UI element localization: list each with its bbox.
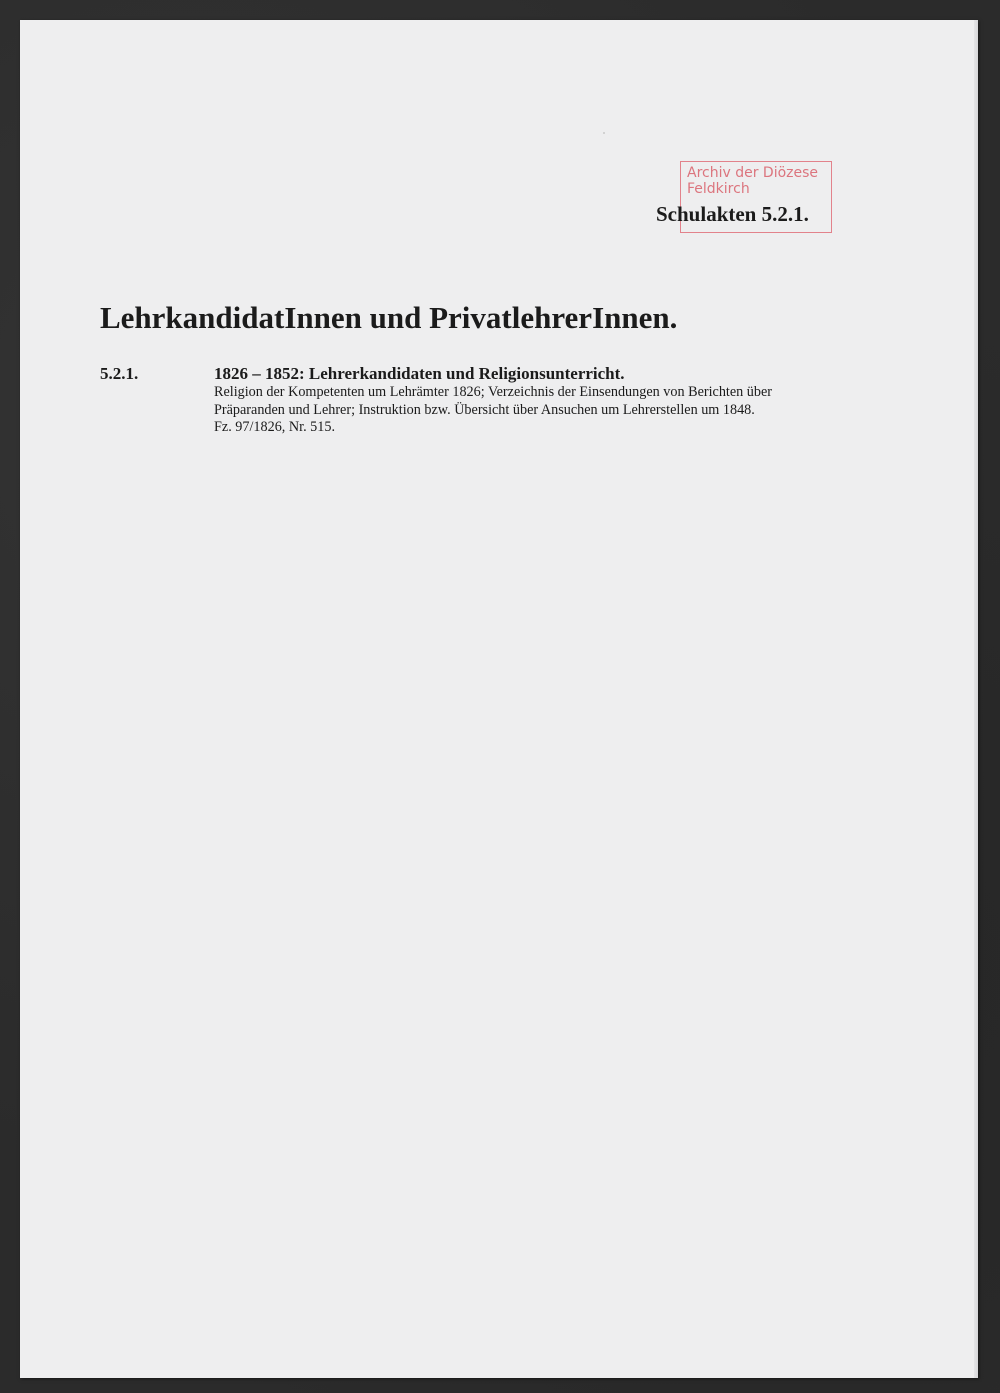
file-reference: Schulakten 5.2.1. <box>656 202 809 226</box>
stamp-line-2: Feldkirch <box>687 181 750 197</box>
document-heading: LehrkandidatInnen und PrivatlehrerInnen. <box>100 300 678 335</box>
entry-description-line: Präparanden und Lehrer; Instruktion bzw. Übersicht über Ansuchen um Lehrerstellen um 1848. <box>214 401 755 418</box>
paper-speck <box>603 132 605 134</box>
entry-number: 5.2.1. <box>100 364 139 383</box>
entry-description-line: Religion der Kompetenten um Lehrämter 1826; Verzeichnis der Einsendungen von Berichten über <box>214 384 773 400</box>
stamp-line-1: Archiv der Diözese <box>687 165 819 181</box>
entry-title: 1826 – 1852: Lehrerkandidaten und Religionsunterricht. <box>214 364 625 383</box>
sheet-edge <box>974 20 978 1378</box>
entry-reference-line: Fz. 97/1826, Nr. 515. <box>214 419 335 435</box>
entry-body <box>214 364 914 437</box>
document-sheet <box>20 20 978 1378</box>
